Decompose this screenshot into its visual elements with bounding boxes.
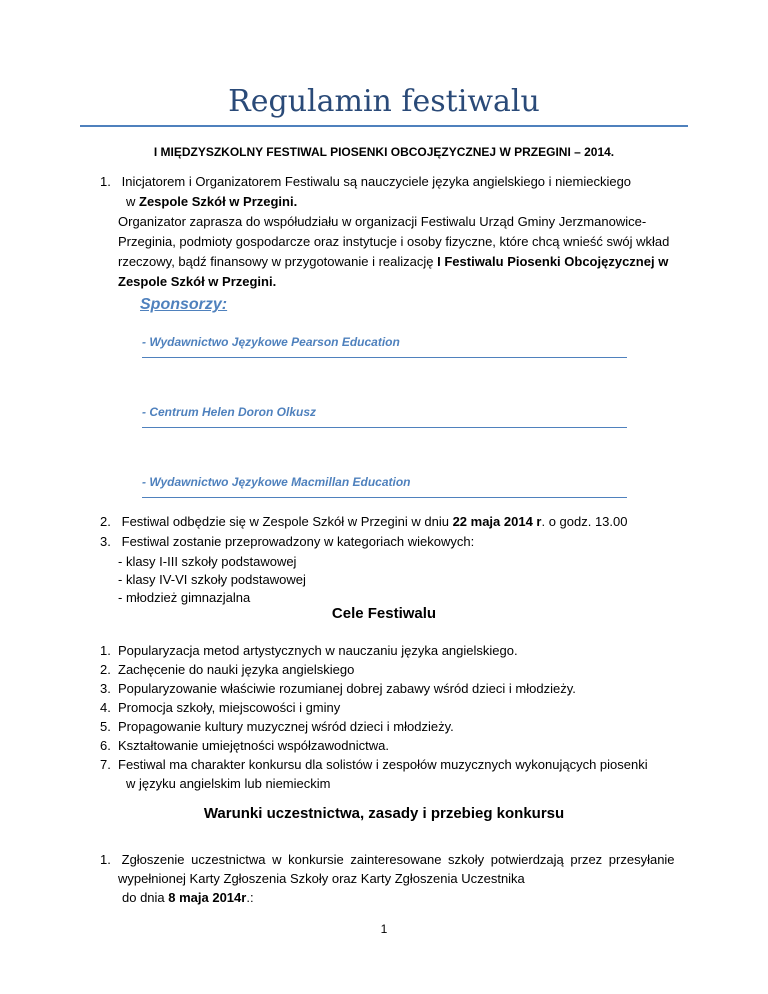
point-text: . o godz. 13.00 (541, 514, 628, 529)
conditions-text: do dnia (122, 890, 169, 905)
intro-text: w (126, 194, 139, 209)
intro-line-4: Przeginia, podmioty gospodarcze oraz instytucje i osoby fizyczne, które chcą wnieść swój wkład (118, 234, 670, 249)
goal-text: Zachęcenie do nauki języka angielskiego (118, 662, 355, 677)
goal-item (100, 717, 454, 737)
goal-text: Kształtowanie umiejętności współzawodnictwa. (118, 738, 389, 753)
conditions-line-3 (122, 888, 254, 908)
list-number: 4. (100, 700, 111, 715)
intro-line-1 (100, 172, 631, 192)
goal-text: Promocja szkoły, miejscowości i gminy (118, 700, 341, 715)
list-number: 1. (100, 852, 111, 867)
sponsor-rule (142, 427, 627, 428)
list-number: 5. (100, 719, 111, 734)
point-text: Festiwal odbędzie się w Zespole Szkół w Przegini w dniu (121, 514, 453, 529)
sponsor-item: - Wydawnictwo Językowe Pearson Education (142, 335, 400, 349)
date-bold: 22 maja 2014 r (452, 514, 542, 529)
intro-text: rzeczowy, bądź finansowy w przygotowanie i realizację (118, 254, 438, 269)
goals-heading: Cele Festiwalu (331, 605, 437, 622)
intro-bold-text: Zespole Szkół w Przegini. (118, 274, 277, 289)
intro-line-5 (118, 252, 668, 272)
sponsor-item: - Centrum Helen Doron Olkusz (142, 405, 317, 419)
category-item: - klasy IV-VI szkoły podstawowej (118, 572, 306, 587)
list-number: 6. (100, 738, 111, 753)
goal-item (100, 660, 354, 680)
point-2 (100, 512, 627, 532)
sponsors-heading: Sponsorzy: (140, 296, 228, 313)
conditions-text: .: (246, 890, 254, 905)
goal-text: Festiwal ma charakter konkursu dla solistów i zespołów muzycznych wykonujących piosenki (118, 757, 648, 772)
list-number: 2. (100, 514, 111, 529)
page-number: 1 (380, 922, 388, 936)
page-title: Regulamin festiwalu (228, 84, 540, 119)
conditions-line-2: wypełnionej Karty Zgłoszenia Szkoły oraz Karty Zgłoszenia Uczestnika (118, 871, 525, 886)
sponsor-rule (142, 357, 627, 358)
festival-subtitle: I MIĘDZYSZKOLNY FESTIWAL PIOSENKI OBCOJĘZYCZNEJ W PRZEGINI – 2014. (153, 145, 615, 159)
goal-item (100, 698, 340, 718)
goal-text: Popularyzacja metod artystycznych w nauczaniu języka angielskiego. (118, 643, 518, 658)
list-number: 2. (100, 662, 111, 677)
intro-bold-text: I Festiwalu Piosenki Obcojęzycznej w (437, 254, 669, 269)
goal-text: Popularyzowanie właściwie rozumianej dobrej zabawy wśród dzieci i młodzieży. (118, 681, 576, 696)
sponsor-item: - Wydawnictwo Językowe Macmillan Education (142, 475, 411, 489)
point-text: Festiwal zostanie przeprowadzony w kategoriach wiekowych: (121, 534, 475, 549)
goal-item (100, 679, 576, 699)
goal-item (100, 755, 648, 775)
list-number: 1. (100, 174, 111, 189)
goal-text: Propagowanie kultury muzycznej wśród dzieci i młodzieży. (118, 719, 454, 734)
intro-text: Inicjatorem i Organizatorem Festiwalu są nauczyciele języka angielskiego i niemieckiego (121, 174, 632, 189)
intro-bold-text: Zespole Szkół w Przegini. (139, 194, 298, 209)
list-number: 7. (100, 757, 111, 772)
intro-line-6 (118, 272, 276, 292)
conditions-heading: Warunki uczestnictwa, zasady i przebieg konkursu (203, 805, 565, 822)
intro-line-3: Organizator zaprasza do współudziału w organizacji Festiwalu Urząd Gminy Jerzmanowice- (118, 214, 647, 229)
list-number: 3. (100, 534, 111, 549)
deadline-bold: 8 maja 2014r (168, 890, 247, 905)
sponsor-rule (142, 497, 627, 498)
conditions-text: Zgłoszenie uczestnictwa w konkursie zainteresowane szkoły potwierdzają przez przesyłanie (121, 852, 675, 867)
point-3 (100, 532, 474, 552)
goal-item (100, 641, 518, 661)
conditions-line-1 (100, 850, 675, 870)
list-number: 1. (100, 643, 111, 658)
title-underline (80, 125, 688, 127)
list-number: 3. (100, 681, 111, 696)
category-item: - klasy I-III szkoły podstawowej (118, 554, 297, 569)
goal-item (100, 736, 389, 756)
intro-line-2 (126, 192, 297, 212)
goal-item-continuation: w języku angielskim lub niemieckim (126, 776, 331, 791)
category-item: - młodzież gimnazjalna (118, 590, 251, 605)
